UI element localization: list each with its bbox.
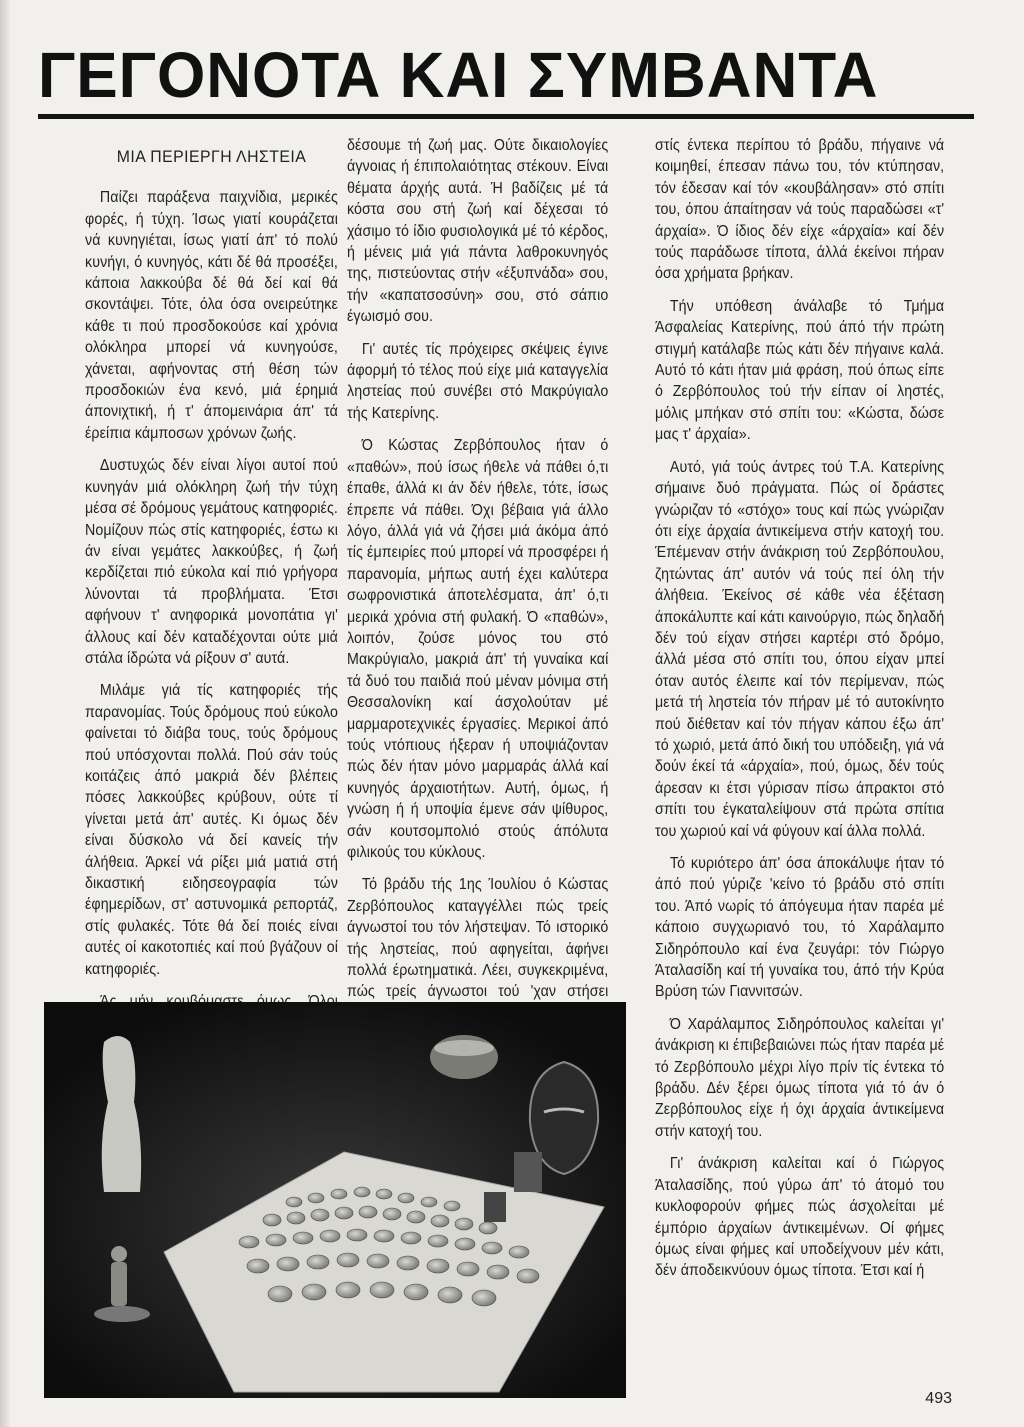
paragraph: Μιλάμε γιά τίς κατηφοριές τής παρανομίας. Τούς δρόμους πού εύκολο φαίνεται τό διάβα τους, τούς δρόμους πού υπόσχονται πολλά. Πού σάν τούς κοιτάζεις άπό μακριά δέν βλέπεις πόσες λακκούβες κρύβουν, ούτε τί γίνεται μετά άπ' αυτές. Κι όμως δέν είναι δύσκολο νά δεί κανείς τήν άλήθεια. Άρκεί νά ρίξει μιά ματιά στή δικαστική ειδησεογραφία τών έφημερίδων, στ' αστυνομικά ρεπορτάζ, στίς φυλακές. Τότε θά δεί ποιές είναι αυτές οί κακοτοπιές καί πού βγάζουν οί κατηφοριές.	[85, 682, 338, 978]
page-headline: ΓΕΓΟΝΟΤΑ ΚΑΙ ΣΥΜΒΑΝΤΑ	[38, 39, 879, 111]
paragraph: Τήν υπόθεση άνάλαβε τό Τμήμα Άσφαλείας Κατερίνης, πού άπό τήν πρώτη στιγμή κατάλαβε πώς κάτι δέν πήγαινε καλά. Αυτό τό κάτι ήταν μιά φράση, πού όπως είπε ό Ζερβόπουλος τού τήν είπαν οί ληστές, μόλις μπήκαν στό σπίτι του: «Κώστα, δώσε μας τ' άρχαία».	[655, 297, 945, 444]
paragraph: Αυτό, γιά τούς άντρες τού Τ.Α. Κατερίνης σήμαινε δυό πράγματα. Πώς οί δράστες γνώριζαν τό «στόχο» τους καί πώς γνώριζαν ότι είχε άρχαία άντικείμενα στήν κατοχή του. Έπέμεναν στήν άνάκριση τού Ζερβόπουλου, ζητώντας άπ' αυτόν νά τούς πεί όλη τήν άλήθεια. Έκείνος σέ κάθε νέα έξέταση άποκάλυπτε καί κάτι καινούργιο, πώς δηλαδή δέν τού είχαν στήσει καρτέρι στό δρόμο, άλλά μέσα στό σπίτι του, όπου είχαν μπεί όταν αυτός έλειπε καί τόν περίμεναν, πώς μετά τή ληστεία τόν πήραν μέ τό αυτοκίνητο πού διέθεταν καί τόν πήγαν κάπου έξω άπ' τό χωριό, μετά άπό δική του υπόδειξη, γιά νά δούν έκεί τά «άρχαία», πού, όμως, δέν τούς άρεσαν κι έτσι γύρισαν πίσω άπρακτοι στό σπίτι του έγκαταλείψουν στά πρώτα σπίτια του χωριού καί νά φύγουν καί άλλα πολλά.	[655, 458, 945, 840]
article-column-1	[85, 146, 338, 1088]
antiquities-photo	[44, 1002, 626, 1398]
page-number: 493	[925, 1390, 952, 1407]
paragraph: στίς έντεκα περίπου τό βράδυ, πήγαινε νά κοιμηθεί, έπεσαν πάνω του, τόν κτύπησαν, τόν έδεσαν καί τόν «κουβάλησαν» στό σπίτι του, όπου άπαίτησαν νά τούς παραδώσει «τ' άρχαία». Ό ίδιος δέν είχε «άρχαία» καί δέν τούς παράδωσε τίποτα, άλλά έκείνοι πήραν όσα χρήματα βρήκαν.	[655, 137, 945, 283]
paragraph: Ό Κώστας Ζερβόπουλος ήταν ό «παθών», πού ίσως ήθελε νά πάθει ό,τι έπαθε, άλλά κι άν δέν ήθελε, τότε, ίσως έπρεπε νά πάθει. Όχι βέβαια γιά άλλο λόγο, άλλά γιά νά ζήσει μιά άκόμα άπό τίς έμπειρίες πού μπορεί νά προσφέρει ή παρανομία, μήπως αυτή έχει καλύτερα σωφρονιστικά άποτελέσματα, άπ' ό,τι μερικά χρόνια στή φυλακή. Ό «παθών», λοιπόν, ζούσε μόνος του στό Μακρύγιαλο, μακριά άπ' τή γυναίκα καί τά δυό του παιδιά πού μέναν μόνιμα στή Θεσσαλονίκη καί άσχολούταν μέ μαρμαροτεχνικές έργασίες. Μερικοί άπό τούς ντόπιους ήξεραν ή υποψιάζονταν πώς δέν ήταν μόνο μαρμαράς άλλά καί κυνηγός άρχαιοτήτων. Αυτή, όμως, ή γνώση ή ή υποψία έμενε σάν ψίθυρος, σάν κουτσομπολιό στούς άπόλυτα φιλικούς του κύκλους.	[347, 437, 609, 861]
paragraph: Παίζει παράξενα παιχνίδια, μερικές φορές, ή τύχη. Ίσως γιατί κουράζεται νά κυνηγιέται, ίσως γιατί άπ' τό πολύ κυνήγι, ό κυνηγός, κάτι δέ θά προσέξει, κάποια λακκούβα δέ θά δεί καί θά σκοντάψει. Τότε, όλα όσα ονειρεύτηκε κάθε τι πού προσδοκούσε καί χρόνια ολόκληρα μπορεί νά κυνηγούσε, χάνεται, αφήνοντας στή θέση τών προσδοκιών ένα κενό, μιά έρημιά άπονιχτική, ή τ' άπομεινάρια άπ' τά έρείπια κάμποσων χρόνων ζωής.	[85, 189, 338, 442]
paragraph: Δυστυχώς δέν είναι λίγοι αυτοί πού κυνηγάν μιά ολόκληρη ζωή τήν τύχη μέσα σέ δρόμους γεμάτους κατηφοριές. Νομίζουν πώς στίς κατηφοριές, έστω κι άν είναι γεμάτες λακκούβες, ή ζωή κερδίζεται πιό εύκολα καί πιό γρήγορα λύνονται τά προβλήματα. Έτσι αφήνουν τ' ανηφορικά μονοπάτια γι' άλλους καί δέν καταδέχονται ούτε μιά στάλα ίδρώτα νά ρίξουν σ' αυτά.	[85, 457, 338, 667]
page-binding-edge	[0, 0, 10, 1427]
paragraph: Ό Χαράλαμπος Σιδηρόπουλος καλείται γι' άνάκριση κι έπιβεβαιώνει πώς ήταν παρέα μέ τό Ζερβόπουλο μέχρι λίγο πρίν τίς έντεκα τό βράδυ. Δέν ξέρει όμως τίποτα γιά τό άν ό Ζερβόπουλος είχε ή όχι άρχαία άντικείμενα στήν κατοχή του.	[655, 1015, 945, 1140]
paragraph: δέσουμε τή ζωή μας. Ούτε δικαιολογίες άγνοιας ή έπιπολαιότητας στέκουν. Είναι θέματα άρχής αυτά. Ή βαδίζεις μέ τά κόστα σου στή ζωή καί δέχεσαι τό χάσιμο τό ίδιο φυσιολογικά μέ τό κέρδος, ή μένεις μιά γιά πάντα λαθροκυνηγός της, πιστεύοντας στήν «έξυπνάδα» σου, τήν «καπατσοσύνη» σου, στό σάπιο έγωισμό σου.	[347, 137, 609, 326]
paragraph: Γι' άνάκριση καλείται καί ό Γιώργος Άταλασίδης, πού γύρω άπ' τό άτομό του κυκλοφορούν φήμες πώς άσχολείται μέ έμπόριο άρχαίων άντικειμένων. Οί φήμες όμως είναι φήμες καί υποδείχνουν μέν κάτι, δέν άποδεικνύουν όμως τίποτα. Έτσι καί ή	[655, 1155, 945, 1280]
headline-rule	[38, 114, 974, 119]
paragraph: Γι' αυτές τίς πρόχειρες σκέψεις έγινε άφορμή τό τέλος πού είχε μιά καταγγελία ληστείας πού συνέβει στό Μακρύγιαλο τής Κατερίνης.	[347, 340, 609, 422]
article-column-3	[655, 135, 944, 1293]
paragraph: Τό βράδυ τής 1ης Ίουλίου ό Κώστας Ζερβόπουλος καταγγέλλει πώς τρείς άγνωστοί του τόν λήστεψαν. Τό ιστορικό τής ληστείας, πού αφηγείται, άφήνει πολλά έρωτηματικά. Λέει, συγκεκριμένα, πώς τρείς άγνωστοι τού 'χαν στήσει	[347, 876, 609, 1001]
paragraph: Τό κυριότερο άπ' όσα άποκάλυψε ήταν τό άπό πού γύριζε 'κείνο τό βράδυ στό σπίτι του. Άπό νωρίς τό άπόγευμα ήταν παρέα μέ κάποιο συγχωριανό του, τό Χαράλαμπο Σιδηρόπουλο καί ένα ζευγάρι: τόν Γιώργο Άταλασίδη καί τή γυναίκα του, άπό τήν Κρύα Βρύση τών Γιαννιτσών.	[655, 855, 945, 1001]
article-title: ΜΙΑ ΠΕΡΙΕΡΓΗ ΛΗΣΤΕΙΑ	[116, 147, 307, 166]
article-column-2	[347, 135, 608, 1057]
